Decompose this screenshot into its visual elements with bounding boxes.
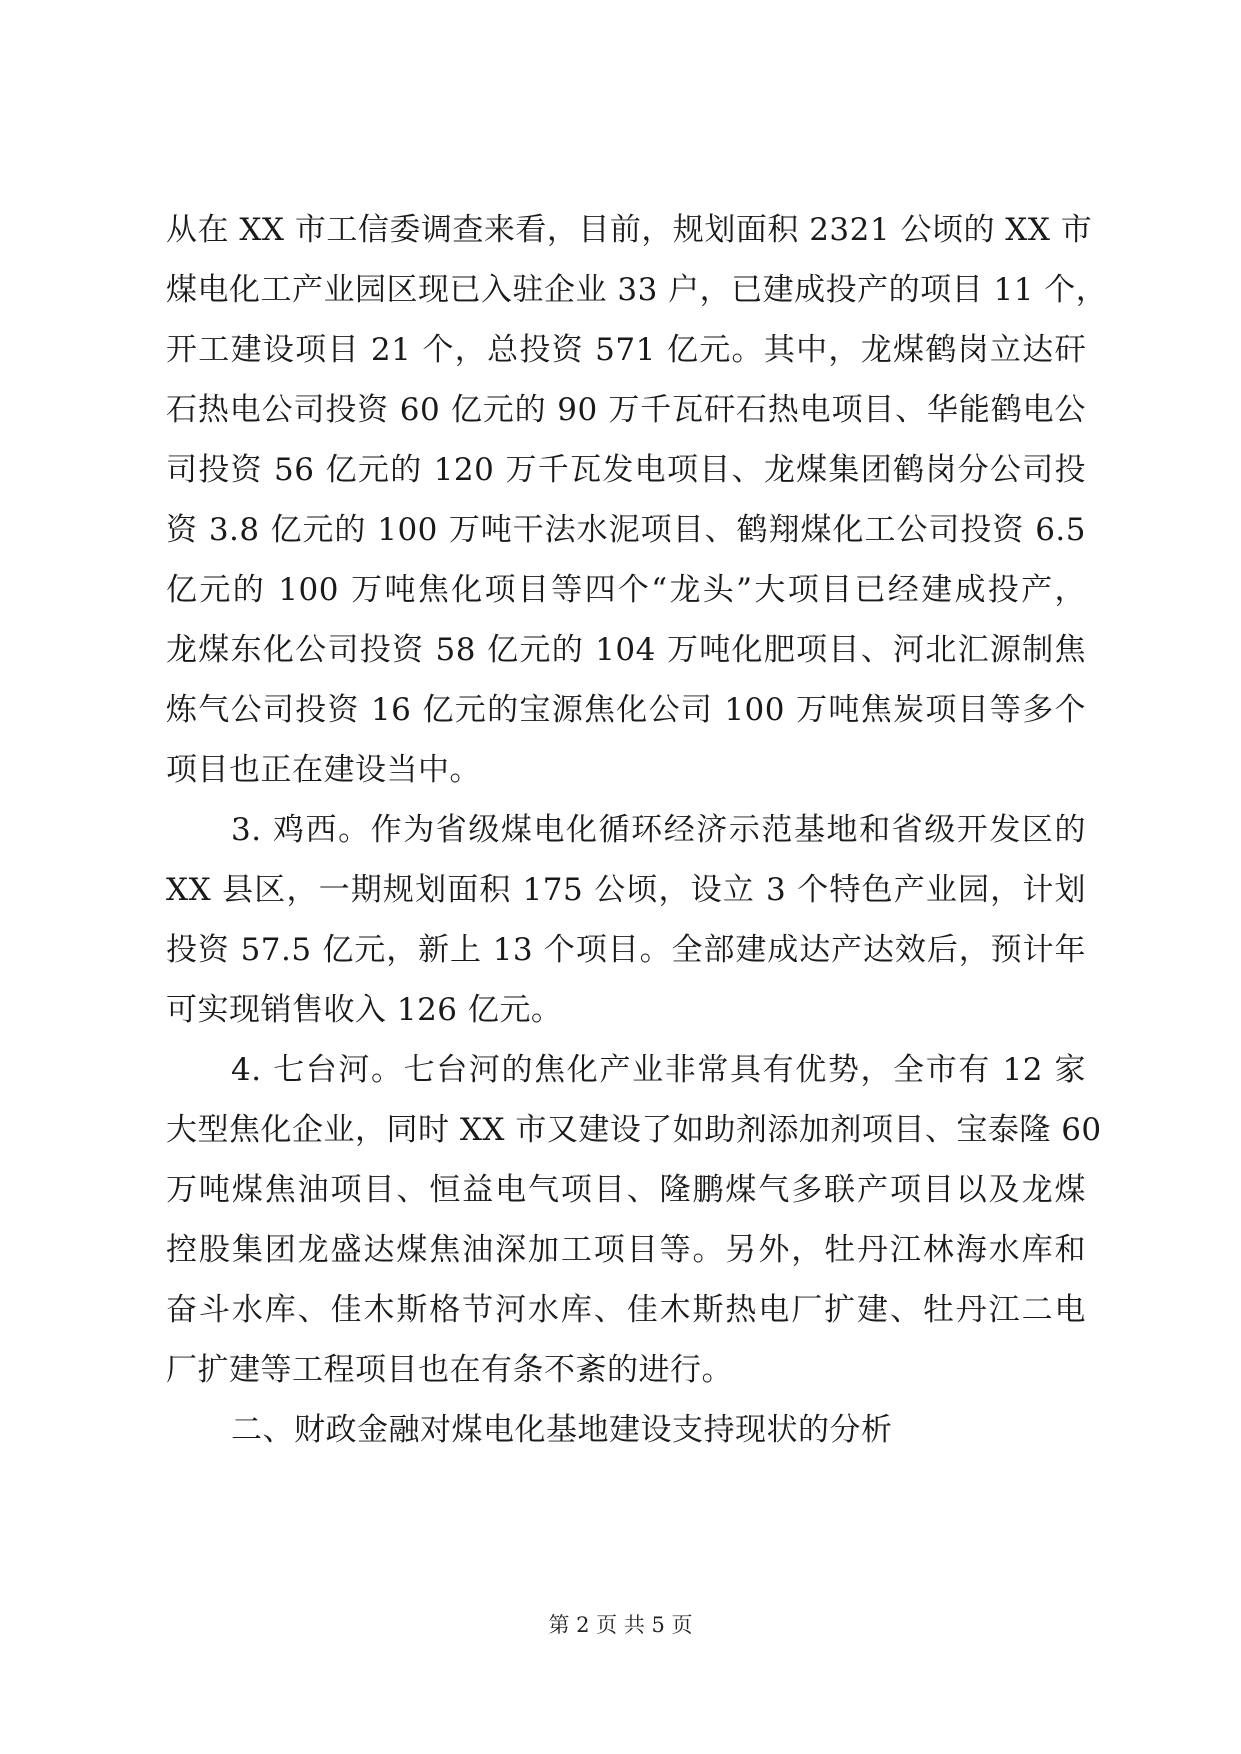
- paragraph-2-line-1: 3. 鸡西。作为省级煤电化循环经济示范基地和省级开发区的: [231, 812, 1086, 848]
- paragraph-1-line-3: 开工建设项目 21 个，总投资 571 亿元。其中，龙煤鹤岗立达矸: [166, 332, 1086, 368]
- page-number-footer: 第 2 页 共 5 页: [548, 1613, 693, 1637]
- section-heading: 二、财政金融对煤电化基地建设支持现状的分析: [231, 1412, 893, 1448]
- paragraph-2-line-2: XX 县区，一期规划面积 175 公顷，设立 3 个特色产业园，计划: [166, 872, 1086, 908]
- paragraph-2-line-3: 投资 57.5 亿元，新上 13 个项目。全部建成达产达效后，预计年: [166, 932, 1086, 968]
- paragraph-2-line-4: 可实现销售收入 126 亿元。: [166, 992, 563, 1028]
- paragraph-1-line-9: 炼气公司投资 16 亿元的宝源焦化公司 100 万吨焦炭项目等多个: [166, 692, 1086, 728]
- paragraph-1-line-7: 亿元的 100 万吨焦化项目等四个“龙头”大项目已经建成投产，: [166, 572, 1086, 608]
- paragraph-3-line-3: 万吨煤焦油项目、恒益电气项目、隆鹏煤气多联产项目以及龙煤: [166, 1172, 1086, 1208]
- paragraph-3-line-2: 大型焦化企业，同时 XX 市又建设了如助剂添加剂项目、宝泰隆 60: [166, 1112, 1102, 1148]
- paragraph-3-line-1: 4. 七台河。七台河的焦化产业非常具有优势，全市有 12 家: [231, 1052, 1086, 1088]
- paragraph-1-line-8: 龙煤东化公司投资 58 亿元的 104 万吨化肥项目、河北汇源制焦: [166, 632, 1086, 668]
- paragraph-1-line-10: 项目也正在建设当中。: [166, 752, 481, 788]
- paragraph-1-line-6: 资 3.8 亿元的 100 万吨干法水泥项目、鹤翔煤化工公司投资 6.5: [166, 512, 1086, 548]
- paragraph-3-line-5: 奋斗水库、佳木斯格节河水库、佳木斯热电厂扩建、牡丹江二电: [166, 1292, 1086, 1328]
- paragraph-3-line-4: 控股集团龙盛达煤焦油深加工项目等。另外，牡丹江林海水库和: [166, 1232, 1086, 1268]
- paragraph-1-line-5: 司投资 56 亿元的 120 万千瓦发电项目、龙煤集团鹤岗分公司投: [166, 452, 1086, 488]
- paragraph-3-line-6: 厂扩建等工程项目也在有条不紊的进行。: [166, 1352, 733, 1388]
- paragraph-1-line-2: 煤电化工产业园区现已入驻企业 33 户，已建成投产的项目 11 个，: [166, 272, 1108, 308]
- paragraph-1-line-1: 从在 XX 市工信委调查来看，目前，规划面积 2321 公顷的 XX 市: [166, 212, 1093, 248]
- paragraph-1-line-4: 石热电公司投资 60 亿元的 90 万千瓦矸石热电项目、华能鹤电公: [166, 392, 1086, 428]
